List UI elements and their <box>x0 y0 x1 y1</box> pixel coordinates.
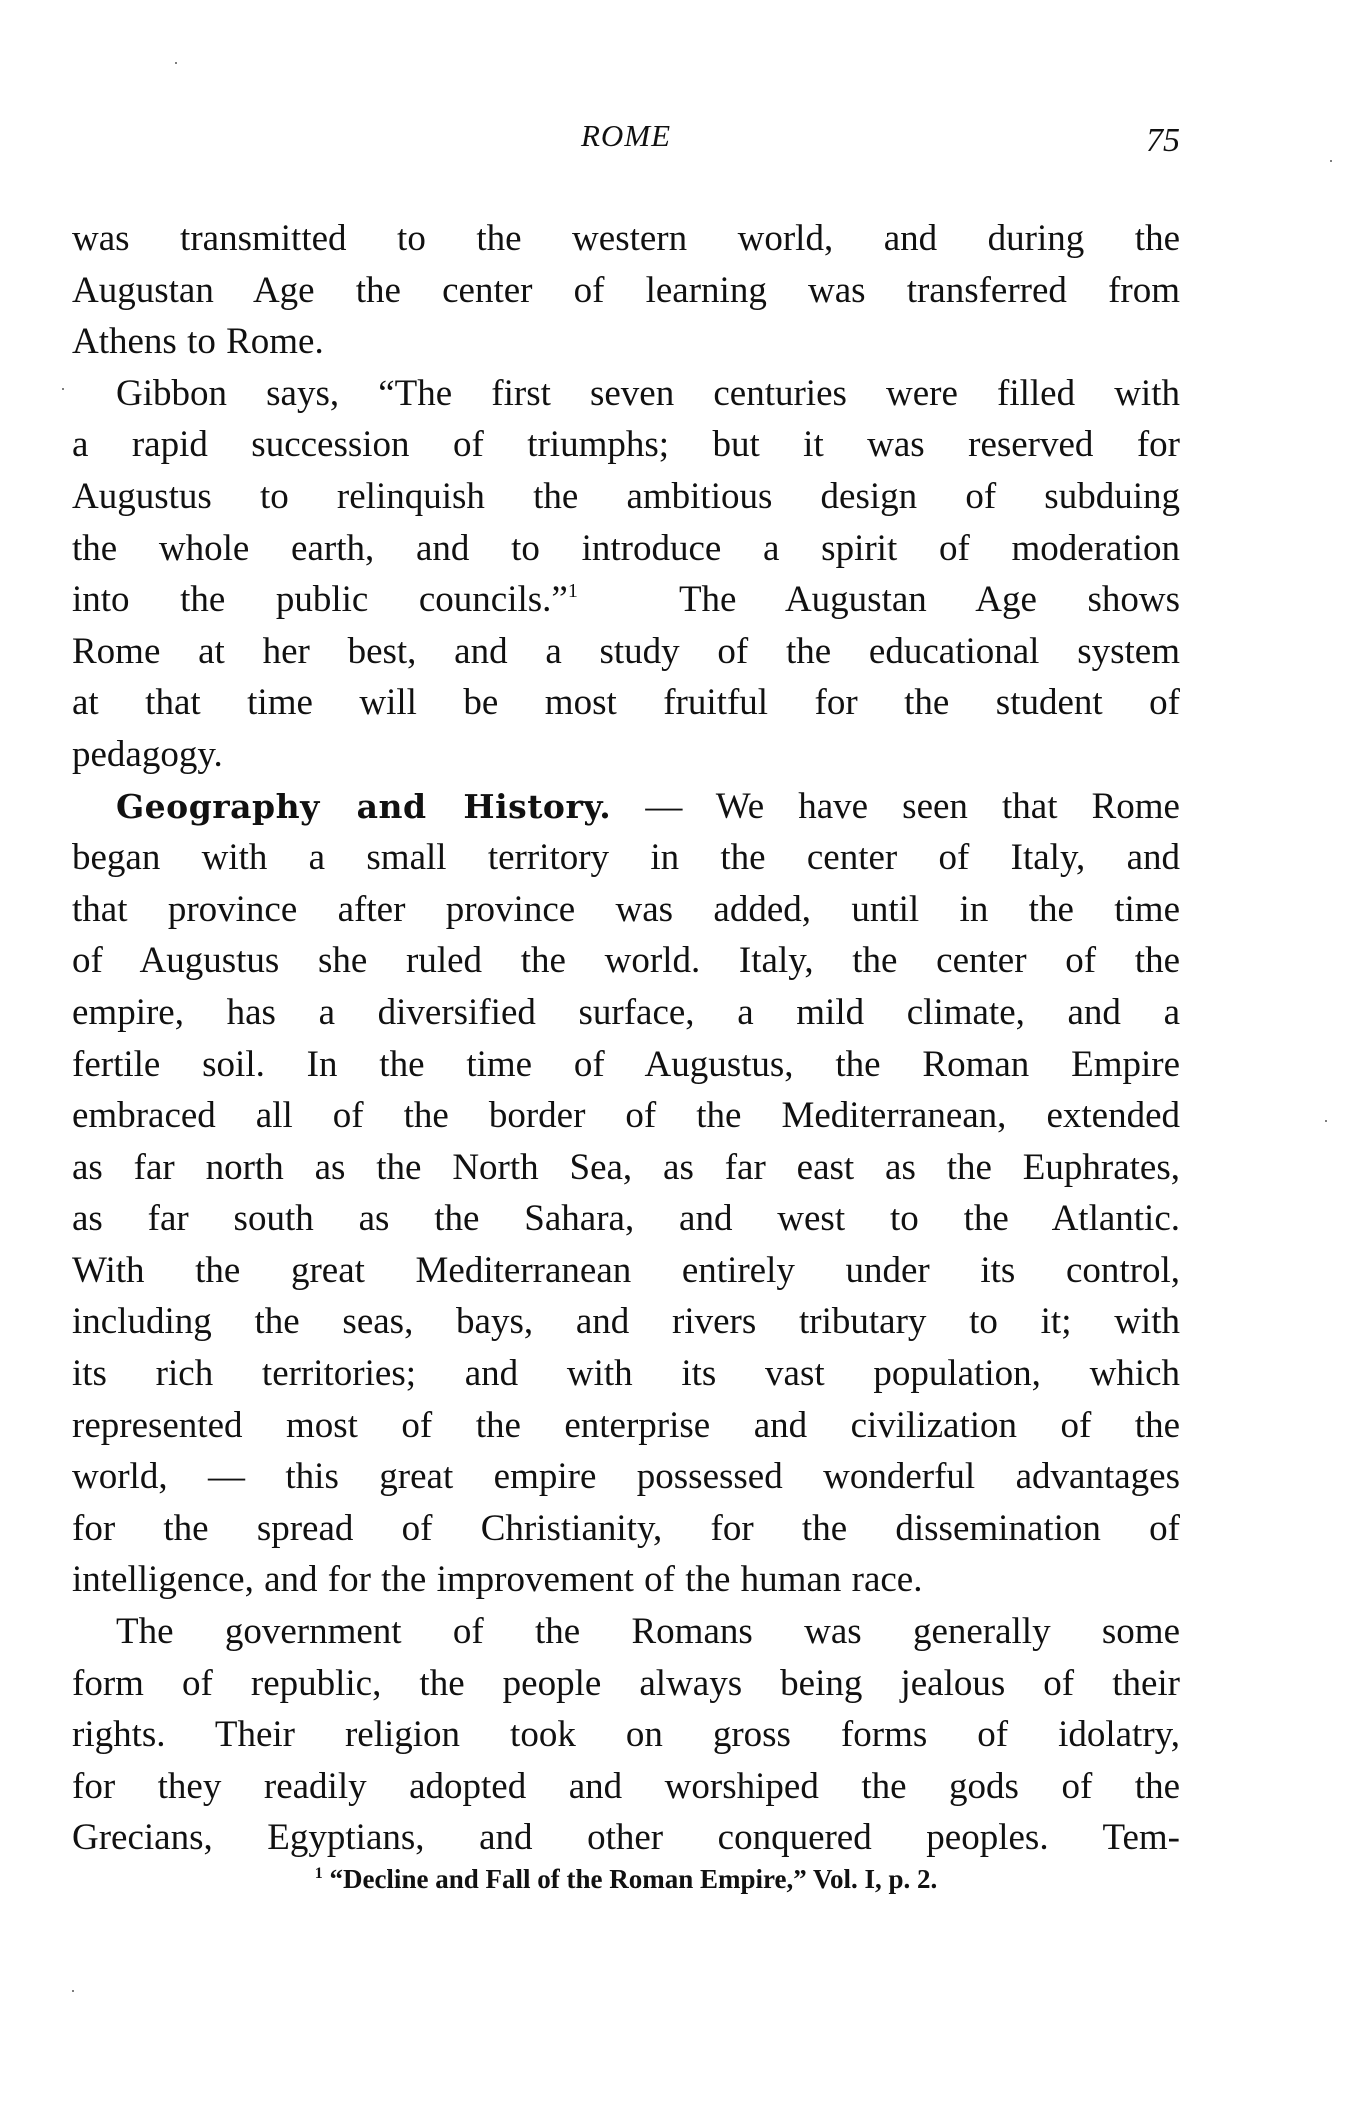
text-line: as far south as the Sahara, and west to the Atlantic. <box>72 1198 1180 1240</box>
text-line: embraced all of the border of the Mediterranean, extended <box>72 1095 1180 1137</box>
text-line: for the spread of Christianity, for the dissemination of <box>72 1507 1180 1549</box>
section-heading: Geography and History. <box>116 786 612 826</box>
body-text <box>72 213 1180 1864</box>
scan-speck <box>72 1990 74 1992</box>
scan-speck <box>1325 1120 1327 1122</box>
scan-speck <box>1330 160 1332 162</box>
text-line: at that time will be most fruitful for the student of <box>72 682 1180 724</box>
scan-speck <box>175 62 177 64</box>
text-line: the whole earth, and to introduce a spirit of moderation <box>72 527 1180 569</box>
text-line: including the seas, bays, and rivers tributary to it; with <box>72 1301 1180 1343</box>
running-head <box>72 118 1180 168</box>
text-line: for they readily adopted and worshiped the gods of the <box>72 1765 1180 1807</box>
quote-end: into the public councils.” <box>72 579 568 621</box>
text-line: pedagogy. <box>72 733 223 775</box>
text-line: that province after province was added, until in the time <box>72 888 1180 930</box>
text-line: Augustus to relinquish the ambitious design of subduing <box>72 475 1180 517</box>
page-number: 75 <box>1146 122 1180 159</box>
text-line: Grecians, Egyptians, and other conquered peoples. Tem- <box>72 1817 1180 1859</box>
footnote <box>72 1864 1180 1895</box>
text-line: as far north as the North Sea, as far east as the Euphrates, <box>72 1146 1180 1188</box>
text-line-with-footnote-ref <box>72 574 1180 626</box>
section-heading-line <box>72 781 1180 833</box>
text-line: was transmitted to the western world, and during the <box>72 218 1180 259</box>
text-line: Augustan Age the center of learning was transferred from <box>72 269 1180 311</box>
sentence-start: The Augustan Age shows <box>678 579 1180 621</box>
text-line: fertile soil. In the time of Augustus, the Roman Empire <box>72 1043 1180 1085</box>
text-line: represented most of the enterprise and civilization of the <box>72 1404 1180 1446</box>
text-line: of Augustus she ruled the world. Italy, the center of the <box>72 940 1180 982</box>
footnote-reference[interactable]: 1 <box>567 580 578 603</box>
text-line: Athens to Rome. <box>72 321 324 363</box>
text-line: began with a small territory in the center of Italy, and <box>72 837 1180 879</box>
scan-speck <box>62 388 64 390</box>
text-line: world, — this great empire possessed wonderful advantages <box>72 1456 1180 1498</box>
footnote-text: “Decline and Fall of the Roman Empire,” Vol. I, p. 2. <box>329 1864 938 1894</box>
text-line: With the great Mediterranean entirely under its control, <box>72 1249 1180 1291</box>
text-line: empire, has a diversified surface, a mild climate, and a <box>72 991 1180 1033</box>
text-line: its rich territories; and with its vast population, which <box>72 1353 1180 1395</box>
text-line: form of republic, the people always being jealous of their <box>72 1662 1180 1704</box>
text-line: rights. Their religion took on gross forms of idolatry, <box>72 1714 1180 1756</box>
footnote-marker: 1 <box>314 1865 323 1882</box>
running-title: ROME <box>580 118 672 153</box>
text-line: a rapid succession of triumphs; but it was reserved for <box>72 424 1180 466</box>
text-line: Gibbon says, “The first seven centuries were filled with <box>116 372 1180 414</box>
heading-line-text: We have seen that Rome <box>715 785 1180 827</box>
text-line: The government of the Romans was generally some <box>116 1611 1180 1653</box>
heading-dash: — <box>611 785 716 827</box>
text-line: Rome at her best, and a study of the educational system <box>72 630 1180 672</box>
text-line: intelligence, and for the improvement of the human race. <box>72 1559 923 1601</box>
